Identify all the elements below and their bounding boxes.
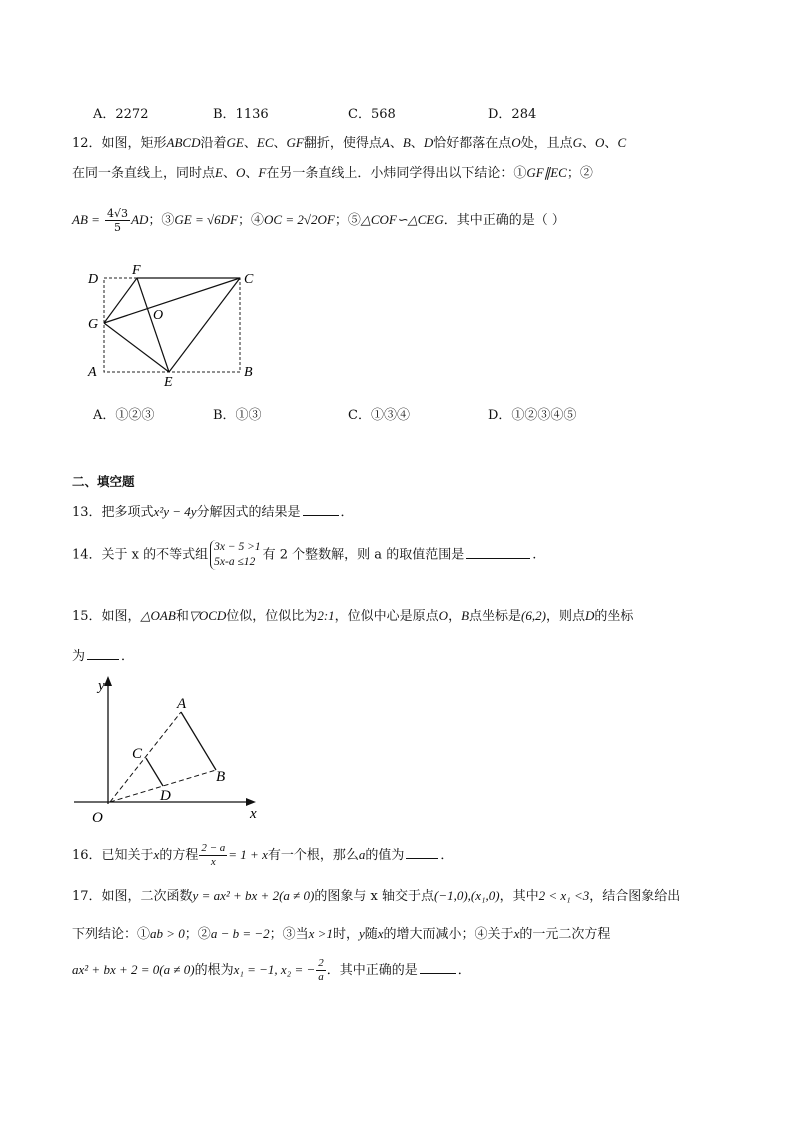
q12-point: D <box>423 135 434 150</box>
q15-figure <box>70 672 270 830</box>
q13 <box>72 501 354 523</box>
q15-text: 的坐标 <box>594 609 634 624</box>
section-title: 二、填空题 <box>72 474 135 489</box>
q15-text: 位似，位似比为 <box>226 609 318 624</box>
q17-text: 的一元二次方程 <box>519 927 611 942</box>
fraction-numerator: 4√3 <box>107 207 129 220</box>
q12-ab: AB = <box>72 212 100 227</box>
q15-end: ． <box>121 649 135 664</box>
segment-fe <box>137 278 169 372</box>
fraction-denominator: a <box>318 971 324 983</box>
label-c: C <box>132 746 143 762</box>
q12-point: O <box>511 135 521 150</box>
q16-end: ． <box>440 848 454 863</box>
q13-end: ． <box>340 505 354 520</box>
variable-x: x <box>153 847 160 862</box>
label-y: y <box>98 678 105 694</box>
q15-text: ，则点 <box>545 609 585 624</box>
q12-sep: 、 <box>604 136 618 151</box>
q12-text: ；② <box>566 166 593 181</box>
q17-line-1 <box>72 886 680 907</box>
q12-sep: 、 <box>389 136 403 151</box>
q12-sep: 、 <box>245 166 259 181</box>
q12-rect-label: ABCD <box>166 135 201 150</box>
q12-point: B <box>402 135 411 150</box>
variable-x: x <box>377 926 384 941</box>
q17-text: 时， <box>332 927 359 942</box>
q17-text: ；② <box>184 927 211 942</box>
q17-text: 的增大而减小；④关于 <box>383 927 514 942</box>
segment-cd <box>146 758 163 786</box>
q12-seg: EC <box>256 135 274 150</box>
q12-text: 12．如图，矩形 <box>72 136 167 151</box>
q16-text: 的值为 <box>365 848 405 863</box>
label-d: D <box>88 272 99 287</box>
q12-line-2 <box>72 163 593 184</box>
q12-conclusion-4: OC = 2√2OF <box>264 212 335 227</box>
fraction-numerator: 2 <box>318 957 324 969</box>
y-axis-arrow <box>104 676 112 686</box>
q12-option-b: B．①③ <box>213 408 262 423</box>
label-f: F <box>132 263 141 278</box>
q15-text: ，位似中心是原点 <box>334 609 439 624</box>
q17-function: y = ax² + bx + 2(a ≠ 0) <box>192 888 315 903</box>
q12-text: 处，且点 <box>520 136 573 151</box>
label-d: D <box>160 788 171 804</box>
q17-conclusion-1: ab > 0 <box>150 926 185 941</box>
q12-text: 在同一条直线上，同时点 <box>72 166 216 181</box>
label-c: C <box>244 272 254 287</box>
q16-text: 的方程 <box>159 848 199 863</box>
q11-option-d: D．284 <box>488 107 537 122</box>
fraction-denominator: x <box>210 856 216 868</box>
q12-sep: 、 <box>243 136 257 151</box>
q12-text: ；③ <box>148 213 175 228</box>
answer-blank[interactable] <box>420 959 456 974</box>
q15-text: 为 <box>72 649 86 664</box>
q12-point: O <box>235 165 246 180</box>
q12-text: ；④ <box>238 213 265 228</box>
q14 <box>72 540 536 571</box>
q15-text: 和 <box>175 609 189 624</box>
segment-ec <box>169 278 240 372</box>
answer-blank[interactable] <box>406 844 438 859</box>
label-o: O <box>153 308 164 323</box>
ratio: 2:1 <box>317 608 335 623</box>
q17-text: 的根为 <box>194 963 234 978</box>
dashed-rectangle <box>104 278 240 372</box>
segment-ab <box>181 712 216 770</box>
q15-text: 点坐标是 <box>469 609 522 624</box>
q12-seg: GE <box>226 135 244 150</box>
q14-text: 有 2 个整数解，则 a 的取值范围是 <box>262 547 465 563</box>
q13-text: 分解因式的结果是 <box>196 505 301 520</box>
q12-option-a: A．①②③ <box>93 408 155 423</box>
q13-expression: x²y − 4y <box>153 504 197 519</box>
q12-text: 沿着 <box>200 136 227 151</box>
q11-option-a: A．2272 <box>93 107 149 122</box>
variable-a: a <box>358 847 366 862</box>
inequality-2: 5x-a ≤12 <box>214 556 256 568</box>
q12-point: A <box>381 135 390 150</box>
q17-text: ，其中 <box>499 889 539 904</box>
q17-conclusion-3: x >1 <box>308 926 333 941</box>
q17-points: (−1,0),(x₁,0) <box>433 888 500 903</box>
variable-x: x <box>513 926 520 941</box>
q15-text: ， <box>448 609 462 624</box>
label-a: A <box>177 696 187 712</box>
q12-text: 翻折，使得点 <box>303 136 382 151</box>
q16-rhs: = 1 + x <box>228 847 268 862</box>
q17-text: 随 <box>364 927 378 942</box>
q13-text: 13．把多项式 <box>72 505 154 520</box>
q12-sep: 、 <box>582 136 596 151</box>
q12-sep: 、 <box>410 136 424 151</box>
q17-equation: ax² + bx + 2 = 0(a ≠ 0) <box>72 962 195 977</box>
q12-text: 在另一条直线上．小炜同学得出以下结论：① <box>266 166 527 181</box>
q12-text: ．其中正确的是（ ） <box>443 213 565 228</box>
q12-option-d: D．①②③④⑤ <box>488 408 577 423</box>
q12-line-3 <box>72 205 565 236</box>
segment-gc <box>104 278 240 323</box>
q17-conclusion-2: a − b = −2 <box>210 926 270 941</box>
q17-end: ． <box>457 963 471 978</box>
q12-figure <box>80 262 270 392</box>
inequality-system <box>210 540 261 570</box>
q12-seg: GF <box>286 135 304 150</box>
inequality-1: 3x − 5 >1 <box>214 541 261 553</box>
label-x: x <box>250 806 257 822</box>
q12-fraction <box>105 207 130 234</box>
q14-end: . <box>532 547 537 563</box>
q12-text: 恰好都落在点 <box>433 136 512 151</box>
q12-conclusion-1: GF∥EC <box>526 165 567 180</box>
point-b: B <box>461 608 470 623</box>
answer-blank[interactable] <box>87 645 119 660</box>
q17-text: ，结合图象给出 <box>589 889 681 904</box>
q12-point: C <box>617 135 627 150</box>
q17-fraction <box>316 957 326 984</box>
q17-text: 的图象与 x 轴交于点 <box>314 889 434 904</box>
q15-text: 15．如图， <box>72 609 141 624</box>
answer-blank[interactable] <box>466 544 530 559</box>
q17-line-3 <box>72 955 471 986</box>
label-g: G <box>88 317 99 332</box>
point-o: O <box>438 608 449 623</box>
q12-option-c: C．①③④ <box>348 408 410 423</box>
fraction-numerator: 2 − a <box>201 842 226 854</box>
q17-range: 2 < x₁ <3 <box>538 888 590 903</box>
q17-text: ；③当 <box>269 927 309 942</box>
q17-roots: x₁ = −1, x₂ = − <box>233 962 316 977</box>
q17-text: ．其中正确的是 <box>326 963 418 978</box>
q12-conclusion-5: △COF∽△CEG <box>360 212 444 227</box>
q14-text: 14．关于 x 的不等式组 <box>72 547 209 563</box>
q16-text: 有一个根，那么 <box>267 848 359 863</box>
q12-point: F <box>258 165 267 180</box>
q16-text: 16．已知关于 <box>72 848 154 863</box>
label-e: E <box>164 375 173 390</box>
label-b: B <box>216 769 226 785</box>
q12-point: G <box>572 135 583 150</box>
q15-line-1 <box>72 606 633 627</box>
q12-conclusion-3: GE = √6DF <box>174 212 238 227</box>
label-a: A <box>88 365 97 380</box>
q12-point: O <box>595 135 605 150</box>
label-b: B <box>244 365 253 380</box>
q12-sep: 、 <box>273 136 287 151</box>
q12-point: E <box>215 165 223 180</box>
q12-sep: 、 <box>222 166 236 181</box>
q15-line-2 <box>72 645 134 667</box>
q11-option-c: C．568 <box>348 107 396 122</box>
answer-blank[interactable] <box>303 501 339 516</box>
triangle-ocd: ▽OCD <box>188 608 227 623</box>
q12-text: ；⑤ <box>334 213 361 228</box>
q12-line-1 <box>72 133 626 154</box>
q17-text: 下列结论：① <box>72 927 151 942</box>
point-d: D <box>584 608 595 623</box>
q17-text: 17．如图，二次函数 <box>72 889 193 904</box>
label-o: O <box>92 810 103 826</box>
x-axis-arrow <box>246 798 256 806</box>
q12-ad: AD <box>131 212 149 227</box>
coordinate: (6,2) <box>521 608 546 623</box>
segment-gf <box>104 278 137 323</box>
q16-fraction <box>199 842 227 869</box>
variable-y: y <box>358 926 365 941</box>
segment-ge <box>104 323 169 372</box>
triangle-oab: △OAB <box>140 608 176 623</box>
q16 <box>72 840 453 871</box>
fraction-denominator: 5 <box>114 221 122 234</box>
q11-option-b: B．1136 <box>213 107 269 122</box>
q17-line-2 <box>72 924 610 945</box>
